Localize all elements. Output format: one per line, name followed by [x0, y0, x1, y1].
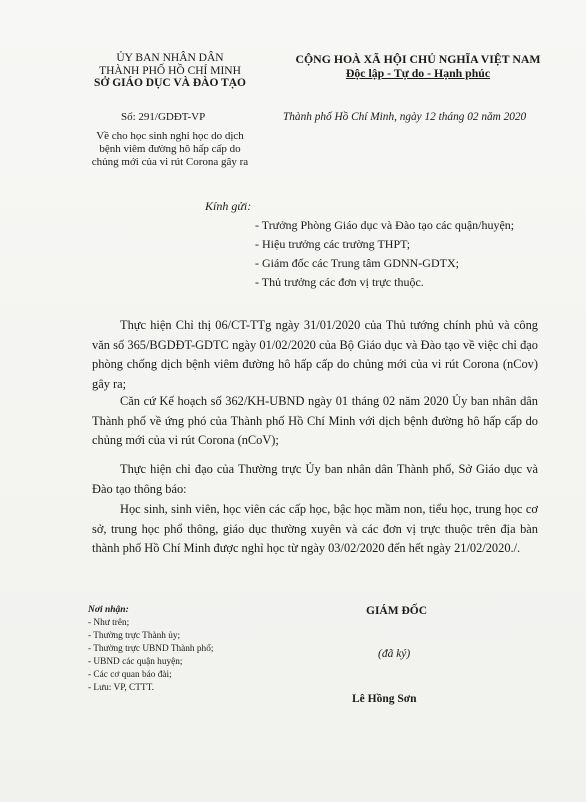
subject-line-2: bệnh viêm đường hô hấp cấp do	[99, 143, 241, 155]
date-line: Thành phố Hồ Chí Minh, ngày 12 tháng 02 năm 2020	[283, 111, 527, 123]
recipients-list-item: - Thường trực UBND Thành phố;	[88, 644, 214, 654]
issuer-line-2: THÀNH PHỐ HỒ CHÍ MINH	[99, 64, 241, 77]
recipients-list-item: - Như trên;	[88, 618, 130, 628]
body-paragraph-1	[92, 316, 538, 394]
paragraph-text: Thực hiện chỉ đạo của Thường trực Ủy ban nhân dân Thành phố, Sở Giáo dục và Đào tạo thông báo:	[92, 462, 538, 496]
body-paragraph-2	[92, 392, 538, 451]
signed-note: (đã ký)	[378, 648, 411, 660]
subject-line-3: chủng mới của vi rút Corona gây ra	[91, 156, 249, 168]
recipients-list-item: - Lưu: VP, CTTT.	[88, 683, 154, 693]
recipients-list-title: Nơi nhận:	[88, 605, 129, 615]
subject-line-1: Về cho học sinh nghỉ học do dịch	[96, 130, 244, 142]
issuer-line-1: ỦY BAN NHÂN DÂN	[116, 52, 224, 64]
national-header	[268, 52, 568, 80]
paragraph-text: Căn cứ Kế hoạch số 362/KH-UBND ngày 01 tháng 02 năm 2020 Ủy ban nhân dân Thành phố về ứng phó của Thành phố Hồ Chí Minh với dịch bệnh đường hô hấp cấp do chủng mới của vi rút Corona (nCoV);	[92, 394, 538, 448]
recipient-item: - Hiệu trưởng các trường THPT;	[255, 237, 411, 251]
document-subject	[70, 130, 270, 169]
recipient-item: - Trưởng Phòng Giáo dục và Đào tạo các quận/huyện;	[255, 218, 515, 232]
recipient-item: - Giám đốc các Trung tâm GDNN-GDTX;	[255, 256, 459, 270]
recipients-list-item: - Thường trực Thành ủy;	[88, 631, 181, 641]
national-title: CỘNG HOÀ XÃ HỘI CHỦ NGHĨA VIỆT NAM	[295, 52, 541, 66]
issuer-header	[70, 52, 270, 90]
paragraph-text: Học sinh, sinh viên, học viên các cấp học, bậc học mầm non, tiểu học, trung học cơ sở, trung học phổ thông, giáo dục thường xuyên và các đơn vị trực thuộc trên địa bàn thành phố Hồ Chí Minh được nghỉ học từ ngày 03/02/2020 đến hết ngày 21/02/2020./.	[92, 502, 538, 556]
signer-title: GIÁM ĐỐC	[366, 605, 428, 617]
recipients-list-item: - Các cơ quan báo đài;	[88, 670, 172, 680]
paragraph-text: Thực hiện Chỉ thị 06/CT-TTg ngày 31/01/2020 của Thủ tướng chính phủ và công văn số 365/BGDĐT-GDTC ngày 01/02/2020 của Bộ Giáo dục và Đào tạo về việc chỉ đạo phòng chống dịch bệnh viêm đường hô hấp cấp do chủng mới của vi rút Corona (nCov) gây ra;	[92, 318, 538, 391]
body-paragraph-4	[92, 500, 538, 559]
recipients-list-item: - UBND các quận huyện;	[88, 657, 183, 667]
body-paragraph-3	[92, 460, 538, 499]
greeting: Kính gửi:	[205, 199, 252, 213]
national-motto: Độc lập - Tự do - Hạnh phúc	[345, 66, 491, 80]
issuer-line-3: SỞ GIÁO DỤC VÀ ĐÀO TẠO	[94, 77, 246, 89]
recipient-item: - Thủ trưởng các đơn vị trực thuộc.	[255, 275, 424, 289]
document-number: Số: 291/GDĐT-VP	[121, 111, 206, 123]
signer-name: Lê Hồng Sơn	[352, 693, 417, 705]
